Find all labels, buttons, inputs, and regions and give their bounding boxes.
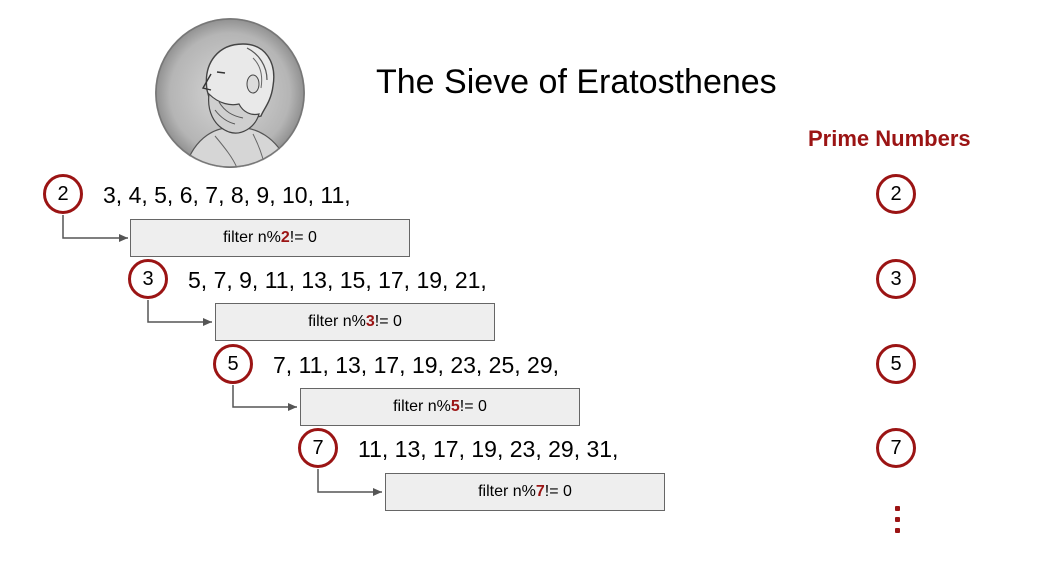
stage-sequence: 11, 13, 17, 19, 23, 29, 31, xyxy=(358,436,619,462)
stage-filter-box xyxy=(385,473,665,511)
stage-prime-circle: 3 xyxy=(128,259,168,299)
prime-result-circle: 7 xyxy=(876,428,916,468)
stage-sequence: 5, 7, 9, 11, 13, 15, 17, 19, 21, xyxy=(188,267,487,293)
filter-condition: != 0 xyxy=(374,313,402,330)
prime-result-circle: 3 xyxy=(876,259,916,299)
filter-label: filter n% xyxy=(223,229,281,246)
filter-label: filter n% xyxy=(308,313,366,330)
connector-arrow-3 xyxy=(148,300,212,322)
filter-label: filter n% xyxy=(478,483,536,500)
stage-sequence: 7, 11, 13, 17, 19, 23, 25, 29, xyxy=(273,352,560,378)
stage-prime-circle: 5 xyxy=(213,344,253,384)
filter-divisor: 5 xyxy=(450,398,460,415)
prime-numbers-heading: Prime Numbers xyxy=(808,126,971,151)
stage-filter-box xyxy=(215,303,495,341)
stage-prime-circle: 2 xyxy=(43,174,83,214)
eratosthenes-portrait xyxy=(155,18,305,168)
diagram-title: The Sieve of Eratosthenes xyxy=(376,63,777,101)
filter-condition: != 0 xyxy=(544,483,572,500)
connector-arrow-5 xyxy=(233,385,297,407)
prime-result-circle: 5 xyxy=(876,344,916,384)
connector-arrow-2 xyxy=(63,215,128,238)
stage-filter-box xyxy=(300,388,580,426)
connector-arrow-7 xyxy=(318,469,382,492)
filter-divisor: 2 xyxy=(280,229,290,246)
filter-condition: != 0 xyxy=(459,398,487,415)
stage-sequence: 3, 4, 5, 6, 7, 8, 9, 10, 11, xyxy=(103,182,351,208)
stage-filter-box xyxy=(130,219,410,257)
filter-label: filter n% xyxy=(393,398,451,415)
vertical-ellipsis-icon xyxy=(892,506,902,533)
filter-condition: != 0 xyxy=(289,229,317,246)
prime-result-circle: 2 xyxy=(876,174,916,214)
filter-divisor: 7 xyxy=(535,483,545,500)
filter-divisor: 3 xyxy=(365,313,375,330)
stage-prime-circle: 7 xyxy=(298,428,338,468)
